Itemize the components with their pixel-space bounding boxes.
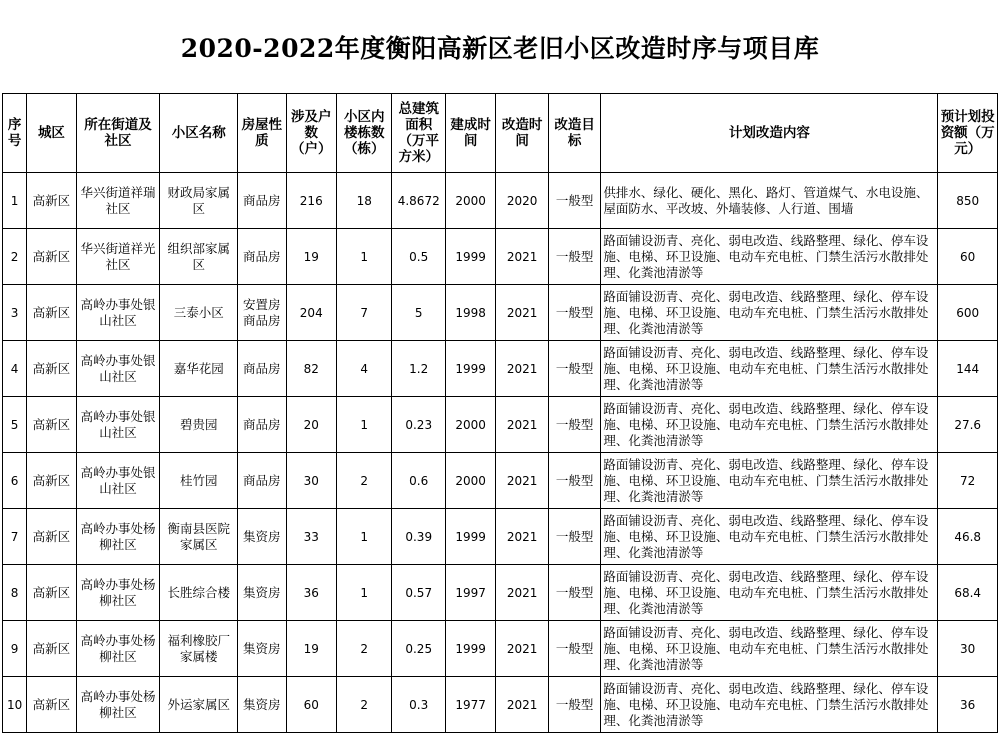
cell-households: 204	[286, 285, 336, 341]
cell-plan: 供排水、绿化、硬化、黑化、路灯、管道煤气、水电设施、屋面防水、平改坡、外墙装修、人行道、围墙	[601, 173, 938, 229]
cell-renovate: 2021	[496, 509, 548, 565]
cell-nature: 集资房	[238, 509, 286, 565]
cell-street: 高岭办事处银山社区	[76, 453, 160, 509]
cell-plan: 路面铺设沥青、亮化、弱电改造、线路整理、绿化、停车设施、电梯、环卫设施、电动车充电桩、门禁生活污水散排处理、化粪池清淤等	[601, 285, 938, 341]
cell-street: 华兴街道祥光社区	[76, 229, 160, 285]
cell-street: 高岭办事处杨柳社区	[76, 509, 160, 565]
cell-buildings: 2	[336, 453, 392, 509]
cell-plan: 路面铺设沥青、亮化、弱电改造、线路整理、绿化、停车设施、电梯、环卫设施、电动车充电桩、门禁生活污水散排处理、化粪池清淤等	[601, 397, 938, 453]
cell-invest: 30	[938, 621, 998, 677]
cell-street: 高岭办事处杨柳社区	[76, 621, 160, 677]
table-row	[3, 285, 998, 341]
header-built: 建成时间	[445, 94, 495, 173]
cell-renovate: 2021	[496, 677, 548, 733]
cell-goal: 一般型	[548, 565, 600, 621]
table-row	[3, 173, 998, 229]
cell-households: 19	[286, 229, 336, 285]
cell-no: 7	[3, 509, 27, 565]
cell-goal: 一般型	[548, 453, 600, 509]
cell-renovate: 2021	[496, 397, 548, 453]
cell-built: 2000	[445, 397, 495, 453]
cell-district: 高新区	[27, 173, 76, 229]
cell-goal: 一般型	[548, 397, 600, 453]
cell-invest: 36	[938, 677, 998, 733]
cell-invest: 27.6	[938, 397, 998, 453]
cell-built: 1977	[445, 677, 495, 733]
cell-area: 0.57	[392, 565, 445, 621]
cell-buildings: 1	[336, 397, 392, 453]
cell-buildings: 2	[336, 621, 392, 677]
cell-district: 高新区	[27, 397, 76, 453]
cell-plan: 路面铺设沥青、亮化、弱电改造、线路整理、绿化、停车设施、电梯、环卫设施、电动车充电桩、门禁生活污水散排处理、化粪池清淤等	[601, 229, 938, 285]
cell-renovate: 2021	[496, 453, 548, 509]
cell-invest: 600	[938, 285, 998, 341]
cell-built: 1999	[445, 341, 495, 397]
cell-buildings: 1	[336, 509, 392, 565]
cell-households: 30	[286, 453, 336, 509]
cell-nature: 商品房	[238, 173, 286, 229]
table-row	[3, 453, 998, 509]
cell-area: 4.8672	[392, 173, 445, 229]
cell-district: 高新区	[27, 285, 76, 341]
cell-nature: 商品房	[238, 341, 286, 397]
cell-area: 0.5	[392, 229, 445, 285]
cell-area: 0.3	[392, 677, 445, 733]
cell-plan: 路面铺设沥青、亮化、弱电改造、线路整理、绿化、停车设施、电梯、环卫设施、电动车充电桩、门禁生活污水散排处理、化粪池清淤等	[601, 341, 938, 397]
header-renovate: 改造时间	[496, 94, 548, 173]
cell-renovate: 2021	[496, 285, 548, 341]
cell-name: 桂竹园	[160, 453, 238, 509]
cell-no: 10	[3, 677, 27, 733]
cell-built: 1999	[445, 509, 495, 565]
cell-street: 高岭办事处银山社区	[76, 397, 160, 453]
cell-built: 1997	[445, 565, 495, 621]
cell-households: 33	[286, 509, 336, 565]
table-header-row	[3, 94, 998, 173]
cell-no: 8	[3, 565, 27, 621]
cell-district: 高新区	[27, 677, 76, 733]
table-row	[3, 341, 998, 397]
cell-area: 5	[392, 285, 445, 341]
cell-name: 福利橡胶厂家属楼	[160, 621, 238, 677]
cell-name: 碧贵园	[160, 397, 238, 453]
cell-goal: 一般型	[548, 229, 600, 285]
header-area: 总建筑面积（万平方米）	[392, 94, 445, 173]
header-name: 小区名称	[160, 94, 238, 173]
cell-district: 高新区	[27, 565, 76, 621]
cell-nature: 集资房	[238, 621, 286, 677]
header-street: 所在街道及社区	[76, 94, 160, 173]
cell-nature: 商品房	[238, 229, 286, 285]
header-goal: 改造目标	[548, 94, 600, 173]
cell-built: 1998	[445, 285, 495, 341]
cell-renovate: 2020	[496, 173, 548, 229]
cell-street: 高岭办事处银山社区	[76, 285, 160, 341]
cell-no: 1	[3, 173, 27, 229]
cell-households: 19	[286, 621, 336, 677]
cell-no: 2	[3, 229, 27, 285]
cell-invest: 46.8	[938, 509, 998, 565]
cell-name: 组织部家属区	[160, 229, 238, 285]
cell-goal: 一般型	[548, 509, 600, 565]
cell-plan: 路面铺设沥青、亮化、弱电改造、线路整理、绿化、停车设施、电梯、环卫设施、电动车充电桩、门禁生活污水散排处理、化粪池清淤等	[601, 509, 938, 565]
cell-name: 外运家属区	[160, 677, 238, 733]
cell-plan: 路面铺设沥青、亮化、弱电改造、线路整理、绿化、停车设施、电梯、环卫设施、电动车充电桩、门禁生活污水散排处理、化粪池清淤等	[601, 621, 938, 677]
cell-no: 3	[3, 285, 27, 341]
cell-nature: 商品房	[238, 453, 286, 509]
header-buildings: 小区内楼栋数（栋）	[336, 94, 392, 173]
table-row	[3, 509, 998, 565]
cell-buildings: 4	[336, 341, 392, 397]
header-no: 序号	[3, 94, 27, 173]
cell-invest: 60	[938, 229, 998, 285]
project-table	[2, 93, 998, 733]
table-row	[3, 565, 998, 621]
cell-built: 2000	[445, 453, 495, 509]
cell-no: 9	[3, 621, 27, 677]
cell-built: 1999	[445, 229, 495, 285]
cell-street: 高岭办事处杨柳社区	[76, 677, 160, 733]
cell-invest: 72	[938, 453, 998, 509]
header-plan: 计划改造内容	[601, 94, 938, 173]
cell-district: 高新区	[27, 341, 76, 397]
cell-buildings: 1	[336, 565, 392, 621]
cell-no: 6	[3, 453, 27, 509]
cell-goal: 一般型	[548, 621, 600, 677]
cell-name: 嘉华花园	[160, 341, 238, 397]
cell-goal: 一般型	[548, 285, 600, 341]
cell-buildings: 18	[336, 173, 392, 229]
cell-nature: 安置房商品房	[238, 285, 286, 341]
cell-name: 三泰小区	[160, 285, 238, 341]
cell-area: 0.25	[392, 621, 445, 677]
cell-built: 1999	[445, 621, 495, 677]
cell-renovate: 2021	[496, 229, 548, 285]
cell-street: 华兴街道祥瑞社区	[76, 173, 160, 229]
cell-renovate: 2021	[496, 621, 548, 677]
cell-no: 5	[3, 397, 27, 453]
table-row	[3, 677, 998, 733]
page-title: 2020-2022年度衡阳高新区老旧小区改造时序与项目库	[180, 33, 820, 63]
cell-district: 高新区	[27, 229, 76, 285]
cell-nature: 集资房	[238, 677, 286, 733]
cell-households: 82	[286, 341, 336, 397]
cell-area: 1.2	[392, 341, 445, 397]
table-row	[3, 397, 998, 453]
cell-invest: 68.4	[938, 565, 998, 621]
cell-households: 20	[286, 397, 336, 453]
cell-goal: 一般型	[548, 677, 600, 733]
cell-buildings: 2	[336, 677, 392, 733]
cell-plan: 路面铺设沥青、亮化、弱电改造、线路整理、绿化、停车设施、电梯、环卫设施、电动车充电桩、门禁生活污水散排处理、化粪池清淤等	[601, 565, 938, 621]
cell-no: 4	[3, 341, 27, 397]
cell-district: 高新区	[27, 621, 76, 677]
header-invest: 预计划投资额（万元）	[938, 94, 998, 173]
cell-goal: 一般型	[548, 341, 600, 397]
cell-street: 高岭办事处银山社区	[76, 341, 160, 397]
cell-district: 高新区	[27, 453, 76, 509]
cell-name: 财政局家属区	[160, 173, 238, 229]
cell-households: 60	[286, 677, 336, 733]
cell-households: 216	[286, 173, 336, 229]
cell-plan: 路面铺设沥青、亮化、弱电改造、线路整理、绿化、停车设施、电梯、环卫设施、电动车充电桩、门禁生活污水散排处理、化粪池清淤等	[601, 677, 938, 733]
cell-name: 衡南县医院家属区	[160, 509, 238, 565]
cell-invest: 850	[938, 173, 998, 229]
cell-renovate: 2021	[496, 565, 548, 621]
cell-households: 36	[286, 565, 336, 621]
cell-goal: 一般型	[548, 173, 600, 229]
cell-name: 长胜综合楼	[160, 565, 238, 621]
cell-area: 0.39	[392, 509, 445, 565]
table-row	[3, 229, 998, 285]
cell-built: 2000	[445, 173, 495, 229]
header-households: 涉及户数（户）	[286, 94, 336, 173]
cell-district: 高新区	[27, 509, 76, 565]
cell-invest: 144	[938, 341, 998, 397]
header-district: 城区	[27, 94, 76, 173]
cell-plan: 路面铺设沥青、亮化、弱电改造、线路整理、绿化、停车设施、电梯、环卫设施、电动车充电桩、门禁生活污水散排处理、化粪池清淤等	[601, 453, 938, 509]
cell-buildings: 1	[336, 229, 392, 285]
cell-nature: 集资房	[238, 565, 286, 621]
cell-renovate: 2021	[496, 341, 548, 397]
cell-area: 0.23	[392, 397, 445, 453]
cell-area: 0.6	[392, 453, 445, 509]
table-row	[3, 621, 998, 677]
cell-nature: 商品房	[238, 397, 286, 453]
cell-street: 高岭办事处杨柳社区	[76, 565, 160, 621]
cell-buildings: 7	[336, 285, 392, 341]
header-nature: 房屋性质	[238, 94, 286, 173]
